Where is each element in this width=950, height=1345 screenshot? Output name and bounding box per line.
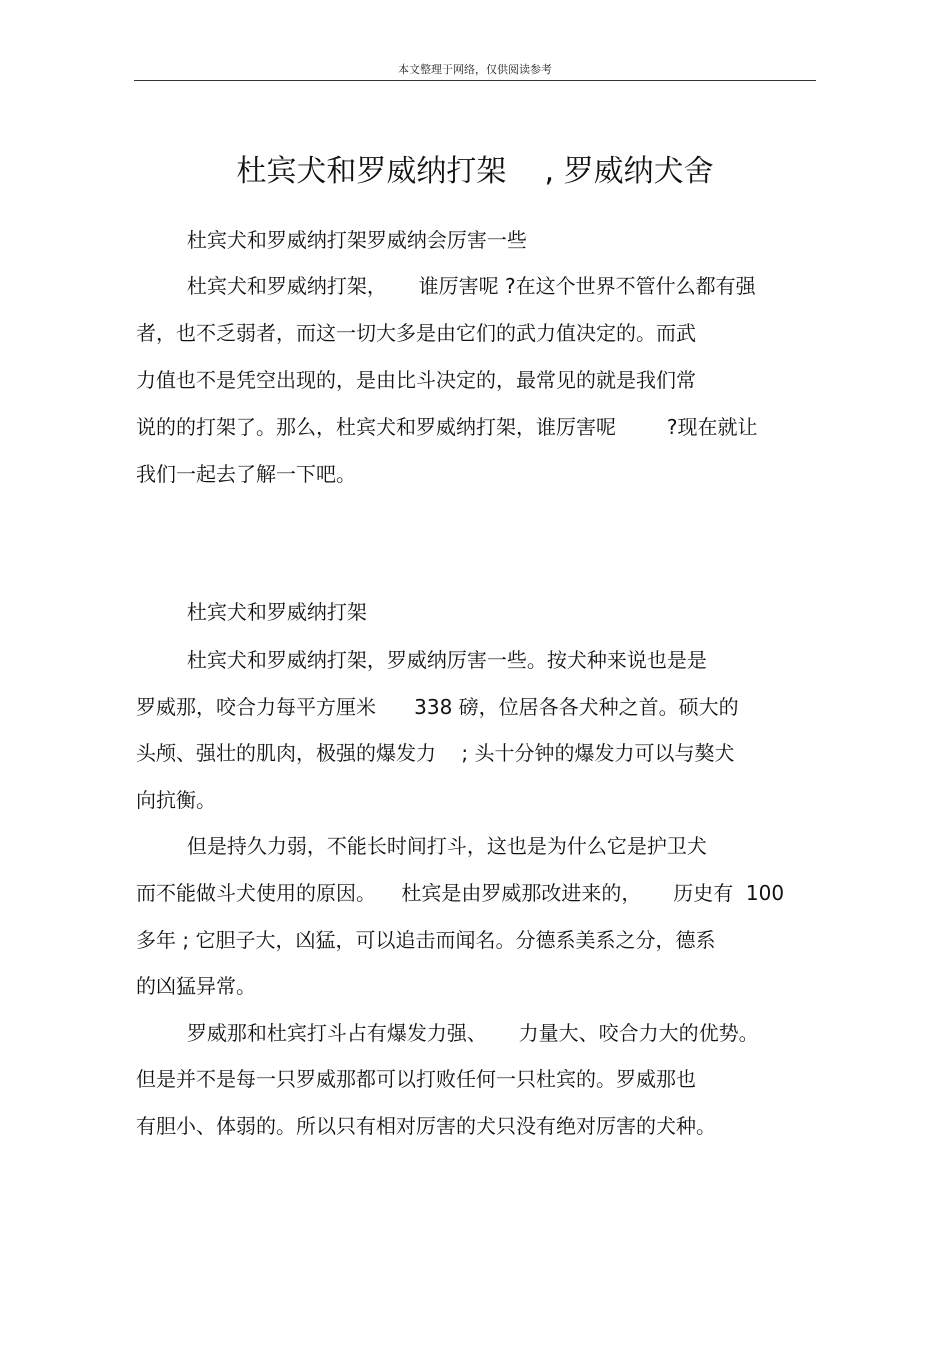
document-title: 杜宾犬和罗威纳打架 , 罗威纳犬舍	[236, 154, 714, 189]
paragraph-line: 的凶猛异常。	[136, 974, 256, 998]
section-heading: 杜宾犬和罗威纳打架	[136, 600, 367, 624]
paragraph-line: 有胆小、体弱的。所以只有相对厉害的犬只没有绝对厉害的犬种。	[136, 1114, 716, 1138]
header-note: 本文整理于网络，仅供阅读参考	[398, 63, 552, 76]
paragraph-line: 杜宾犬和罗威纳打架， 谁厉害呢 ?在这个世界不管什么都有强	[136, 274, 756, 298]
page-header	[134, 58, 816, 81]
paragraph-line: 但是并不是每一只罗威那都可以打败任何一只杜宾的。罗威那也	[136, 1067, 696, 1091]
paragraph-line: 者，也不乏弱者，而这一切大多是由它们的武力值决定的。而武	[136, 321, 696, 345]
paragraph-line: 头颅、强壮的肌肉，极强的爆发力 ; 头十分钟的爆发力可以与獒犬	[136, 741, 735, 765]
paragraph-line: 杜宾犬和罗威纳打架，罗威纳厉害一些。按犬种来说也是是	[136, 648, 707, 672]
paragraph-line: 我们一起去了解一下吧。	[136, 462, 356, 486]
paragraph-line: 罗威那和杜宾打斗占有爆发力强、 力量大、咬合力大的优势。	[136, 1021, 759, 1045]
paragraph-line: 力值也不是凭空出现的，是由比斗决定的，最常见的就是我们常	[136, 368, 696, 392]
paragraph-line: 而不能做斗犬使用的原因。 杜宾是由罗威那改进来的， 历史有 100	[136, 881, 785, 905]
paragraph-line: 罗威那，咬合力每平方厘米 338 磅，位居各各犬种之首。硕大的	[136, 695, 739, 719]
paragraph-line: 说的的打架了。那么，杜宾犬和罗威纳打架，谁厉害呢 ?现在就让	[136, 415, 758, 439]
paragraph-line: 杜宾犬和罗威纳打架罗威纳会厉害一些	[136, 228, 527, 252]
paragraph-line: 向抗衡。	[136, 788, 216, 812]
paragraph-line: 但是持久力弱，不能长时间打斗，这也是为什么它是护卫犬	[136, 834, 707, 858]
paragraph-line: 多年 ; 它胆子大，凶猛，可以追击而闻名。分德系美系之分，德系	[136, 928, 716, 952]
